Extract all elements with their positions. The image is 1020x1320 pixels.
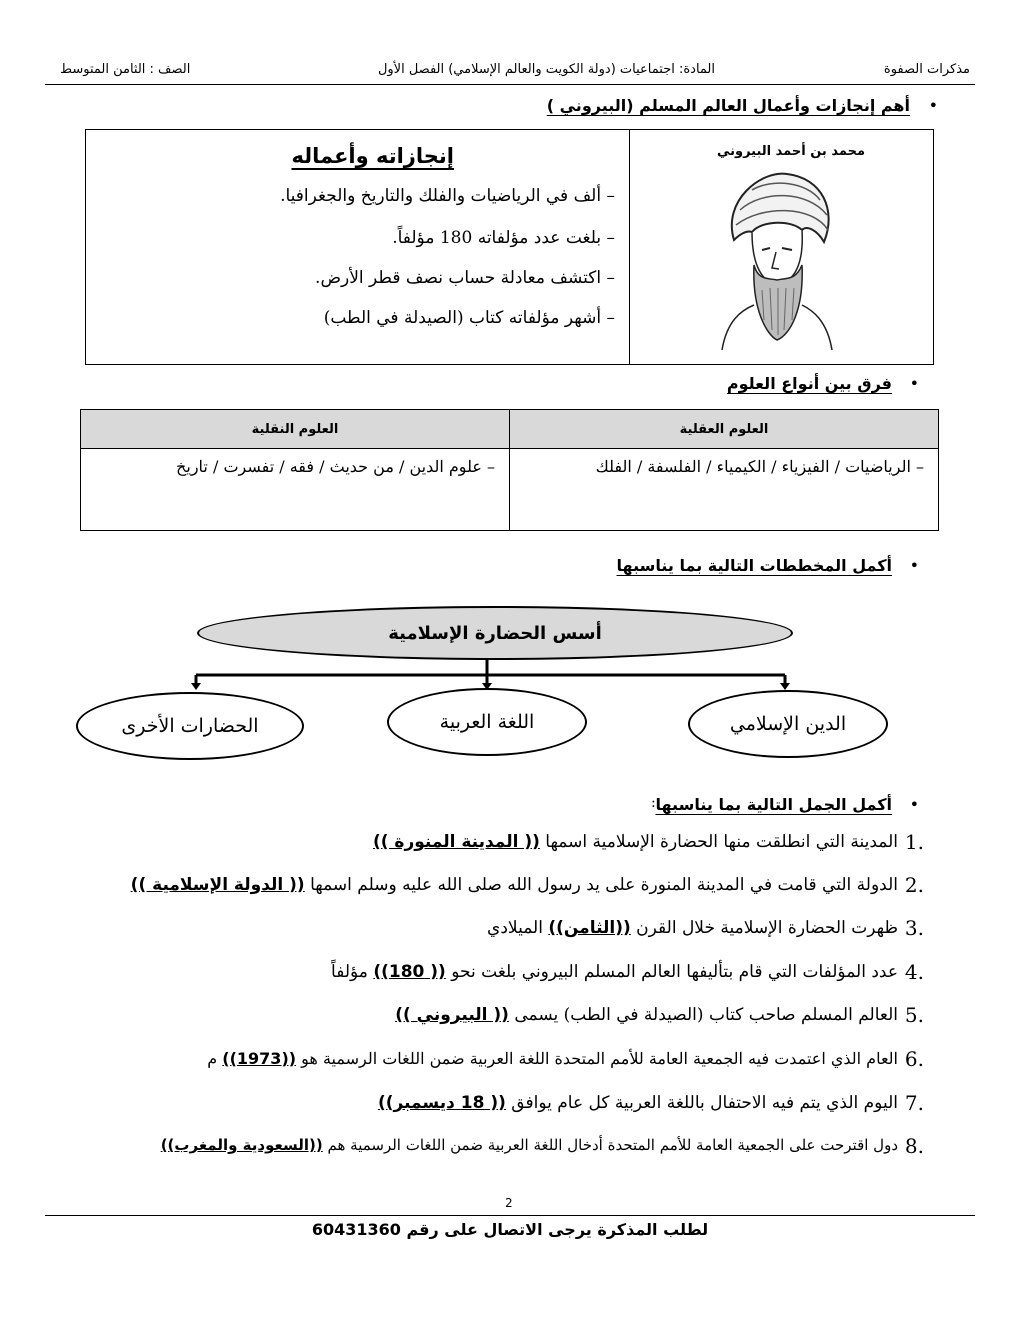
transmitted-cell: – علوم الدين / من حديث / فقه / تفسرت / تاريخ <box>81 449 510 531</box>
answer-8: ((السعودية والمغرب)) <box>160 1136 323 1154</box>
page-number: 2 <box>505 1196 513 1210</box>
section3-title: أكمل المخططات التالية بما يناسبها <box>616 556 892 575</box>
node-arabic-label: اللغة العربية <box>439 711 535 733</box>
bullet-3: • <box>909 556 919 575</box>
sentence-number: 2. <box>904 873 924 897</box>
section4-title: أكمل الجمل التالية بما يناسبها <box>655 795 892 814</box>
sentence-4: عدد المؤلفات التي قام بتأليفها العالم المسلم البيروني بلغت نحو (( 180)) مؤلفاً <box>331 962 898 982</box>
sentence-number: 6. <box>904 1047 924 1071</box>
answer-7: (( 18 ديسمبر)) <box>377 1093 506 1113</box>
sentence-5: العالم المسلم صاحب كتاب (الصيدلة في الطب) يسمى (( البيروني )) <box>395 1005 898 1025</box>
header-source: مذكرات الصفوة <box>883 62 970 77</box>
bullet-1: • <box>928 96 938 115</box>
sentence-number: 3. <box>904 916 924 940</box>
header-subject: المادة: اجتماعيات (دولة الكويت والعالم الإسلامي) الفصل الأول <box>377 62 715 77</box>
diagram-center-label: أسس الحضارة الإسلامية <box>388 622 602 644</box>
sentence-8: دول اقترحت على الجمعية العامة للأمم المتحدة أدخال اللغة العربية ضمن اللغات الرسمية هم ((السعودية والمغرب)) <box>160 1136 898 1154</box>
answer-5: (( البيروني )) <box>395 1005 509 1025</box>
sentence-1: المدينة التي انطلقت منها الحضارة الإسلامية اسمها (( المدينة المنورة )) <box>372 832 898 852</box>
node-arabic <box>387 688 587 756</box>
person-name: محمد بن أحمد البيروني <box>716 144 865 159</box>
achievement-item: – بلغت عدد مؤلفاته 180 مؤلفاً. <box>392 228 615 248</box>
answer-3: ((الثامن)) <box>548 918 631 938</box>
node-other-label: الحضارات الأخرى <box>121 715 259 737</box>
node-religion <box>688 690 888 758</box>
answer-2: (( الدولة الإسلامية )) <box>130 875 305 895</box>
node-other-civilizations <box>76 692 304 760</box>
achievement-item: – ألف في الرياضيات والفلك والتاريخ والجغرافيا. <box>280 186 615 206</box>
achievement-item: – أشهر مؤلفاته كتاب (الصيدلة في الطب) <box>323 308 615 328</box>
answer-6: ((1973)) <box>222 1049 297 1068</box>
sentence-number: 5. <box>904 1003 924 1027</box>
section1-title: أهم إنجازات وأعمال العالم المسلم (البيروني ) <box>546 96 910 115</box>
sentence-3: ظهرت الحضارة الإسلامية خلال القرن ((الثامن)) الميلادي <box>487 918 898 938</box>
answer-4: (( 180)) <box>373 962 446 982</box>
achievements-title: إنجازاته وأعماله <box>291 144 454 168</box>
answer-1: (( المدينة المنورة )) <box>372 832 540 852</box>
footer-divider <box>45 1215 975 1216</box>
rational-cell: – الرياضيات / الفيزياء / الكيمياء / الفلسفة / الفلك <box>510 449 939 531</box>
bullet-2: • <box>909 374 919 393</box>
sentence-number: 4. <box>904 960 924 984</box>
sentence-2: الدولة التي قامت في المدينة المنورة على يد رسول الله صلى الله عليه وسلم اسمها (( الدولة الإسلامية )) <box>130 875 898 895</box>
achievement-item: – اكتشف معادلة حساب نصف قطر الأرض. <box>315 268 615 288</box>
col-transmitted-header: العلوم النقلية <box>81 410 510 449</box>
sentence-6: العام الذي اعتمدت فيه الجمعية العامة للأمم المتحدة اللغة العربية ضمن اللغات الرسمية هو ((1973)) م <box>207 1049 898 1068</box>
sentence-number: 7. <box>904 1091 924 1115</box>
sentence-number: 1. <box>904 830 924 854</box>
section2-title: فرق بين أنواع العلوم <box>726 374 892 393</box>
node-religion-label: الدين الإسلامي <box>729 713 847 735</box>
col-rational-header: العلوم العقلية <box>510 410 939 449</box>
header-grade: الصف : الثامن المتوسط <box>60 62 191 77</box>
sentence-number: 8. <box>904 1134 924 1158</box>
section4-colon: : <box>651 795 656 811</box>
bullet-4: • <box>909 795 919 814</box>
sentence-7: اليوم الذي يتم فيه الاحتفال باللغة العربية كل عام يوافق (( 18 ديسمبر)) <box>377 1093 898 1113</box>
footer-contact: لطلب المذكرة يرجى الاتصال على رقم 60431360 <box>311 1220 709 1239</box>
